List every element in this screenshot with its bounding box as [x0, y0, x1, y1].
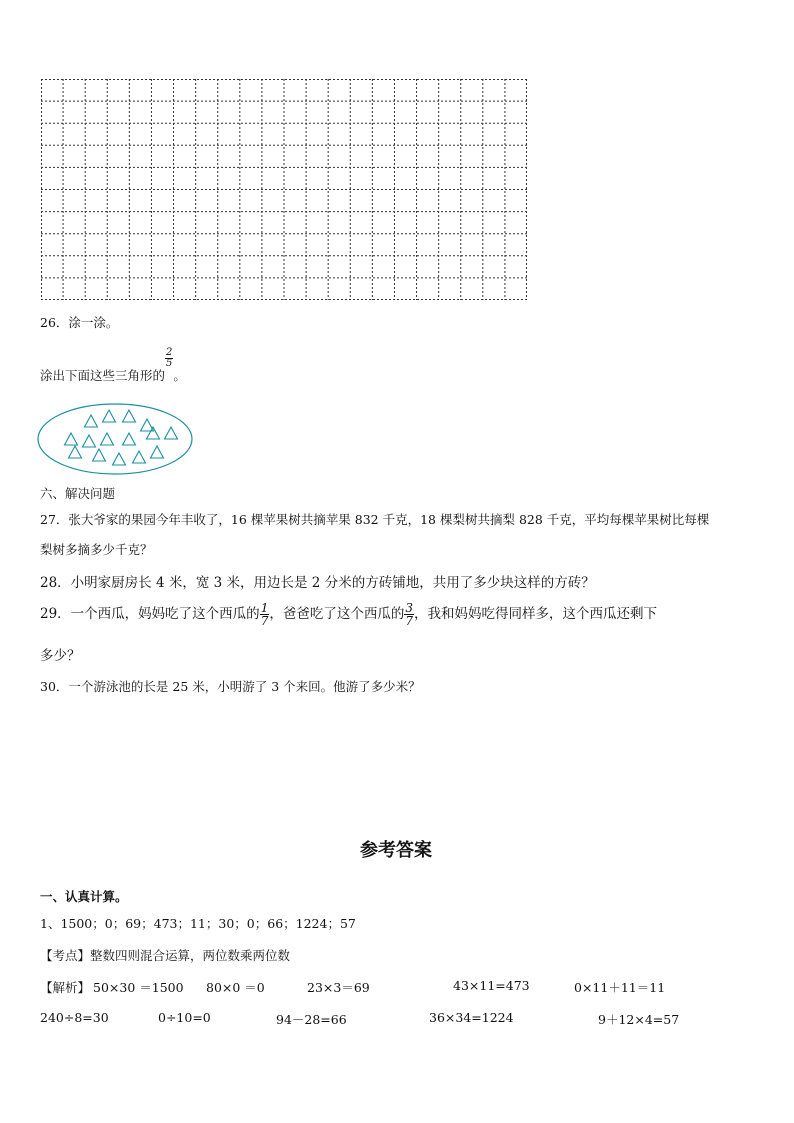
jiexi-label: 【解析】: [40, 980, 91, 995]
calc-row2-item: 0÷10=0: [158, 1010, 211, 1025]
fraction-denominator: 7: [260, 614, 269, 628]
triangle-shape: [65, 433, 78, 445]
triangle-shape: [133, 451, 146, 463]
triangle-shape: [103, 410, 116, 422]
triangle-shape: [83, 435, 96, 447]
calc-row1-item: 50×30 ＝1500: [93, 980, 184, 995]
question-27-line1: 27．张大爷家的果园今年丰收了，16 棵苹果树共摘苹果 832 千克，18 棵梨树共摘梨 828 千克，平均每棵苹果树比每棵: [40, 512, 710, 527]
fraction-two-fifths: [165, 348, 173, 369]
answers-title: 参考答案: [360, 840, 432, 861]
q29-text-3: ，我和妈妈吃得同样多，这个西瓜还剩下: [413, 606, 657, 622]
fraction-numerator: 3: [405, 601, 413, 615]
fraction-one-seventh: [260, 602, 270, 627]
instruction-text: 涂出下面这些三角形的: [40, 368, 166, 383]
triangle-shape: [69, 446, 82, 458]
triangle-shape: [147, 427, 160, 439]
instruction-end: 。: [173, 368, 186, 383]
question-29-line2: 多少？: [40, 648, 81, 664]
question-29-line1: [40, 602, 657, 627]
calc-row2-item: 9＋12×4=57: [598, 1012, 680, 1027]
answer-1: 1、1500；0；69；473；11；30；0；66；1224；57: [40, 916, 356, 931]
calc-row1-item: 43×11=473: [453, 978, 530, 993]
q29-text-1: 29．一个西瓜，妈妈吃了这个西瓜的: [40, 606, 260, 622]
triangle-group: [65, 410, 178, 465]
question-27-line2: 梨树多摘多少千克？: [40, 542, 153, 557]
triangle-shape: [101, 433, 114, 445]
triangle-shape: [151, 446, 164, 458]
question-30: 30．一个游泳池的长是 25 米，小明游了 3 个来回。他游了多少米？: [40, 679, 421, 694]
question-26-title: 26．涂一涂。: [40, 315, 119, 330]
calc-row1-item: 23×3＝69: [307, 980, 370, 995]
q29-text-2: ，爸爸吃了这个西瓜的: [269, 606, 405, 622]
calc-row2-item: 36×34=1224: [429, 1010, 514, 1025]
triangle-shape: [123, 433, 136, 445]
triangle-shape: [85, 415, 98, 427]
fraction-denominator: 7: [405, 614, 413, 628]
triangle-shape: [93, 449, 106, 461]
answers-section-1: 一、认真计算。: [40, 889, 128, 904]
question-28: 28．小明家厨房长 4 米，宽 3 米，用边长是 2 分米的方砖铺地，共用了多少块这样的方砖？: [40, 575, 595, 591]
practice-grid: [41, 79, 527, 300]
triangle-shape: [123, 410, 136, 422]
question-26-instruction: [40, 348, 186, 384]
kaodian-note: 【考点】整数四则混合运算，两位数乘两位数: [40, 948, 291, 963]
triangle-shape: [113, 453, 126, 465]
triangle-ellipse-figure: [37, 402, 197, 478]
fraction-numerator: 1: [260, 601, 269, 615]
triangle-shape: [165, 427, 178, 439]
calc-row1-item: 80×0 ＝0: [206, 980, 265, 995]
calc-row2-item: 240÷8=30: [40, 1010, 109, 1025]
section-6-heading: 六、解决问题: [40, 486, 116, 501]
fraction-denominator: 5: [166, 358, 173, 369]
fraction-numerator: 2: [166, 347, 173, 358]
calc-row2-item: 94－28=66: [276, 1012, 347, 1027]
fraction-three-sevenths: [404, 602, 414, 627]
calc-row1-item: 0×11＋11＝11: [574, 980, 666, 995]
